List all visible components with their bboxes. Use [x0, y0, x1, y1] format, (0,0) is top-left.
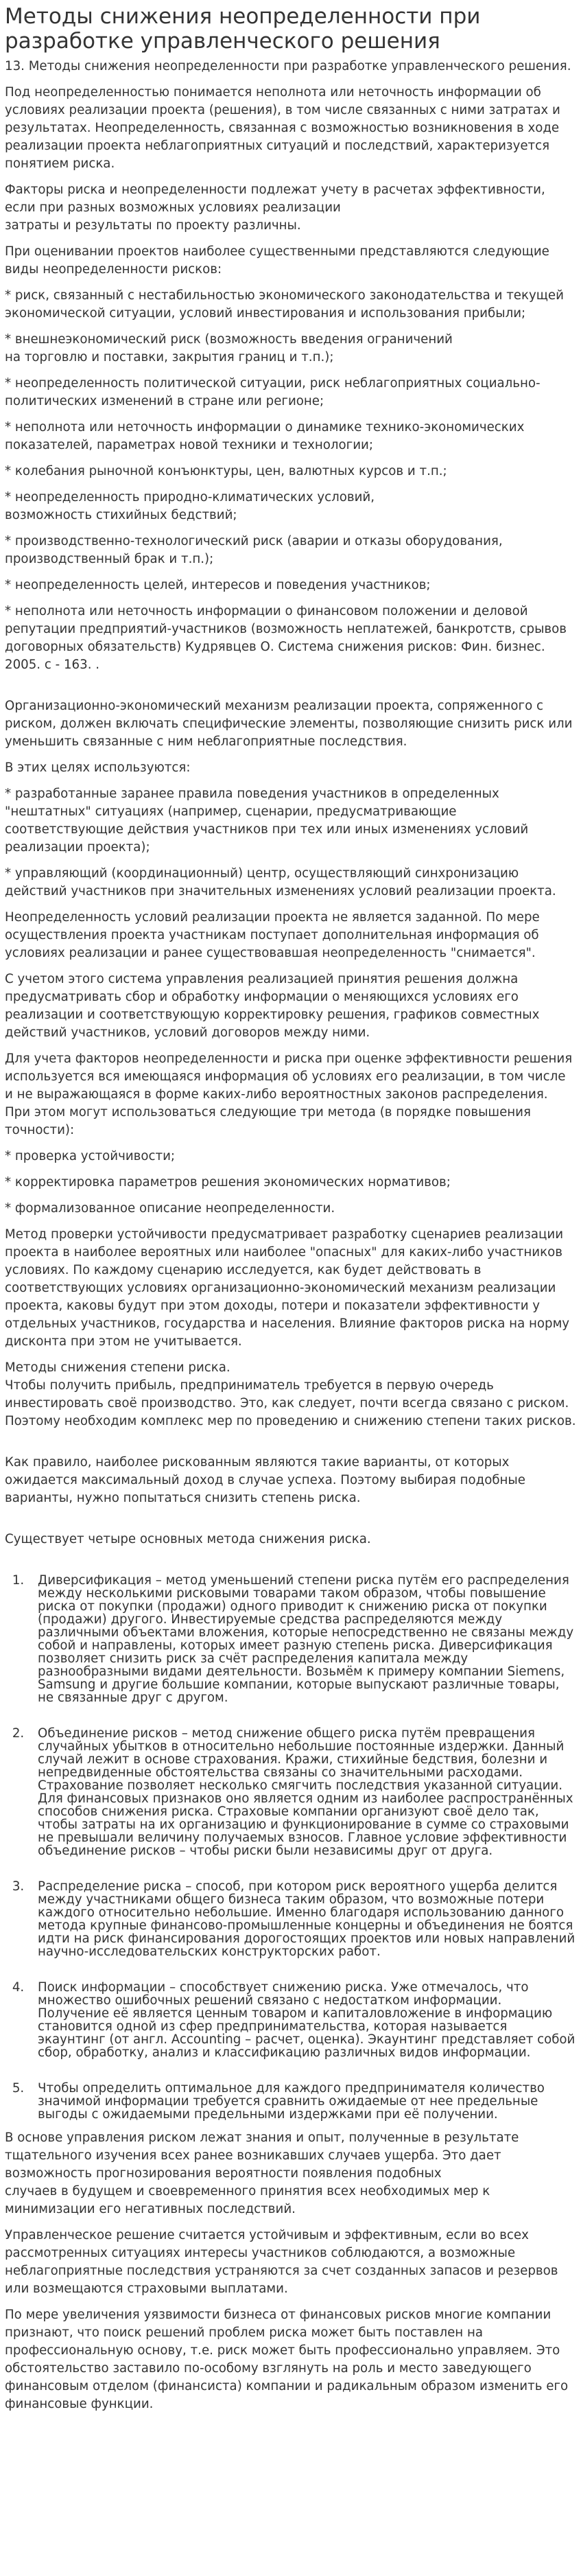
- spacer: [5, 1516, 576, 1531]
- paragraph: * разработанные заранее правила поведения участников в определенных "нештатных" ситуациях (например, сценарии, предусматривающие соответствующие действия участников при тех или иных изменениях условий реализации проекта);: [5, 787, 529, 855]
- paragraph: По мере увеличения уязвимости бизнеса от финансовых рисков многие компании признают, что поиск решений проблем риска может быть поставлен на профессиональную основу, т.е. риск может быть профессионально управляем. Это обстоятельство заставило по-особому взглянуть на роль и место заведующего финансовым отделом (финансиста) компании и радикальным образом изменить его финансовые функции.: [5, 2308, 569, 2411]
- paragraph: Для учета факторов неопределенности и риска при оценке эффективности решения используется вся имеющаяся информация об условиях его реализации, в том числе и не выражающаяся в форме каких-либо вероятностных законов распределения. При этом могут использоваться следующие три метода (в порядке повышения точности):: [5, 1052, 573, 1137]
- paragraph: * формализованное описание неопределенности.: [5, 1201, 335, 1216]
- paragraph: * риск, связанный с нестабильностью экономического законодательства и текущей экономической ситуации, условий инвестирования и использования прибыли;: [5, 288, 564, 321]
- paragraph: Неопределенность условий реализации проекта не является заданной. По мере осуществления проекта участникам поступает дополнительная информация об условиях реализации и ранее существовавшая неопределенность "снимается".: [5, 910, 540, 960]
- list-item: [28, 2065, 576, 2121]
- paragraph: 13. Методы снижения неопределенности при разработке управленческого решения.: [5, 59, 571, 73]
- paragraph: Управленческое решение считается устойчивым и эффективным, если во всех рассмотренных ситуациях интересы участников соблюдаются, а возможные неблагоприятные последствия устраняются за счет созданных запасов и резервов или возмещаются страховыми выплатами.: [5, 2228, 558, 2296]
- paragraph: Как правило, наиболее рискованным являются такие варианты, от которых ожидается максимальный доход в случае успеха. Поэтому выбирая подобные варианты, нужно попытаться снизить степень риска.: [5, 1455, 525, 1505]
- paragraph: * неопределенность политической ситуации, риск неблагоприятных социально-политических изменений в стране или регионе;: [5, 376, 541, 408]
- paragraph: * внешнеэкономический риск (возможность введения ограничений на торговлю и поставки, закрытия границ и т.п.);: [5, 332, 453, 364]
- paragraph: * неопределенность целей, интересов и поведения участников;: [5, 578, 431, 592]
- paragraph: Методы снижения степени риска. Чтобы получить прибыль, предприниматель требуется в первую очередь инвестировать своё производство. Это, как следует, почти всегда связано с риском. Поэтому необходим комплекс мер по проведению и снижению степени таких рисков.: [5, 1360, 576, 1428]
- list-item-text: 4. Поиск информации – способствует снижению риска. Уже отмечалось, что множество ошибочных решений связано с недостатком информации. Получение её является ценным товаром и капиталовложение в информацию становится одной из сфер предпринимательства, которая называется экаунтинг (от англ. Accounting – расчет, оценка). Экаунтинг представляет собой сбор, обработку, анализ и классификацию различных видов информации.: [38, 1980, 576, 2060]
- list-item: [28, 1710, 576, 1857]
- paragraph: В этих целях используются:: [5, 761, 191, 775]
- risk-methods-list: [5, 1557, 576, 2121]
- paragraph: Факторы риска и неопределенности подлежат учету в расчетах эффективности, если при разных возможных условиях реализации затраты и результаты по проекту различны.: [5, 183, 545, 233]
- list-item-text: 5. Чтобы определить оптимальное для каждого предпринимателя количество значимой информации требуется сравнить ожидаемые от нее предельные выгоды с ожидаемыми предельными издержками при её получении.: [38, 2081, 545, 2122]
- paragraph: * колебания рыночной конъюнктуры, цен, валютных курсов и т.п.;: [5, 464, 447, 478]
- paragraph: Существует четыре основных метода снижения риска.: [5, 1532, 371, 1546]
- paragraph: Организационно-экономический механизм реализации проекта, сопряженного с риском, должен включать специфические элементы, позволяющие снизить риск или уменьшить связанные с ним неблагоприятные последствия.: [5, 699, 573, 749]
- paragraph: * неопределенность природно-климатических условий, возможность стихийных бедствий;: [5, 490, 375, 522]
- paragraph: С учетом этого система управления реализацией принятия решения должна предусматривать сбор и обработку информации о меняющихся условиях его реализации и соответствующую корректировку решения, графиков совместных действий участников, условий договоров между ними.: [5, 972, 540, 1040]
- paragraph: * неполнота или неточность информации о динамике технико-экономических показателей, параметрах новой техники и технологии;: [5, 420, 525, 452]
- spacer: [5, 682, 576, 697]
- list-item-text: 3. Распределение риска – способ, при котором риск вероятного ущерба делится между участниками общего бизнеса таким образом, что возможные потери каждого относительно небольшие. Именно благодаря использованию данного метода крупные финансово-промышленные концерны и объединения не боятся идти на риск финансирования дорогостоящих проектов или новых направлений научно-исследовательских конструкторских работ.: [38, 1879, 576, 1959]
- paragraph: * производственно-технологический риск (аварии и отказы оборудования, производственный брак и т.п.);: [5, 534, 503, 566]
- list-item-text: 2. Объединение рисков – метод снижение общего риска путём превращения случайных убытков в относительно небольшие постоянные издержки. Данный случай лежит в основе страхования. Кражи, стихийные бедствия, болезни и непредвиденные обстоятельства связаны со значительными расходами. Страхование позволяет несколько смягчить последствия указанной ситуации. Для финансовых признаков оно является одним из наиболее распространённых способов снижения риска. Страховые компании организуют своё дело так, чтобы затраты на их организацию и функционирование в сумме со страховыми не превышали величину получаемых взносов. Главное условие эффективности объединение рисков – чтобы риски были независимы друг от друга.: [38, 1726, 573, 1858]
- spacer: [5, 1439, 576, 1454]
- document-body: [5, 58, 576, 2413]
- list-item: [28, 1863, 576, 1958]
- paragraph: Метод проверки устойчивости предусматривает разработку сценариев реализации проекта в наиболее вероятных или наиболее "опасных" для каких-либо участников условиях. По каждому сценарию исследуется, как будет действовать в соответствующих условиях организационно-экономический механизм реализации проекта, каковы будут при этом доходы, потери и показатели эффективности у отдельных участников, государства и населения. Влияние факторов риска на норму дисконта при этом не учитывается.: [5, 1227, 570, 1349]
- page-title: Методы снижения неопределенности при разработке управленческого решения: [5, 4, 481, 54]
- paragraph: В основе управления риском лежат знания и опыт, полученные в результате тщательного изучения всех ранее возникавших случаев ущерба. Это дает возможность прогнозирования вероятности появления подобных случаев в будущем и своевременного принятия всех необходимых мер к минимизации его негативных последствий.: [5, 2131, 519, 2216]
- paragraph: Под неопределенностью понимается неполнота или неточность информации об условиях реализации проекта (решения), в том числе связанных с ними затратах и результатах. Неопределенность, связанная с возможностью возникновения в ходе реализации проекта неблагоприятных ситуаций и последствий, характеризуется понятием риска.: [5, 85, 560, 171]
- list-item-text: 1. Диверсификация – метод уменьшений степени риска путём его распределения между несколькими рисковыми товарами таком образом, чтобы повышение риска от покупки (продажи) одного приводит к снижению риска от покупки (продажи) другого. Инвестируемые средства распределяются между различными объектами вложения, которые непосредственно не связаны между собой и направлены, которых имеет разную степень риска. Диверсификация позволяет снизить риск за счёт распределения капитала между разнообразными видами деятельности. Возьмём к примеру компании Siemens, Samsung и другие большие компании, которые выпускают различные товары, не связанные друг с другом.: [38, 1573, 574, 1705]
- paragraph: * неполнота или неточность информации о финансовом положении и деловой репутации предприятий-участников (возможность неплатежей, банкротств, срывов договорных обязательств) Кудрявцев О. Система снижения рисков: Фин. бизнес. 2005. с - 163. .: [5, 604, 567, 672]
- paragraph: * управляющий (координационный) центр, осуществляющий синхронизацию действий участников при значительных изменениях условий реализации проекта.: [5, 866, 556, 898]
- paragraph: * корректировка параметров решения экономических нормативов;: [5, 1175, 451, 1190]
- paragraph: * проверка устойчивости;: [5, 1149, 176, 1163]
- list-item: [28, 1964, 576, 2059]
- paragraph: При оценивании проектов наиболее существенными представляются следующие виды неопределенности рисков:: [5, 244, 549, 277]
- list-item: [28, 1557, 576, 1704]
